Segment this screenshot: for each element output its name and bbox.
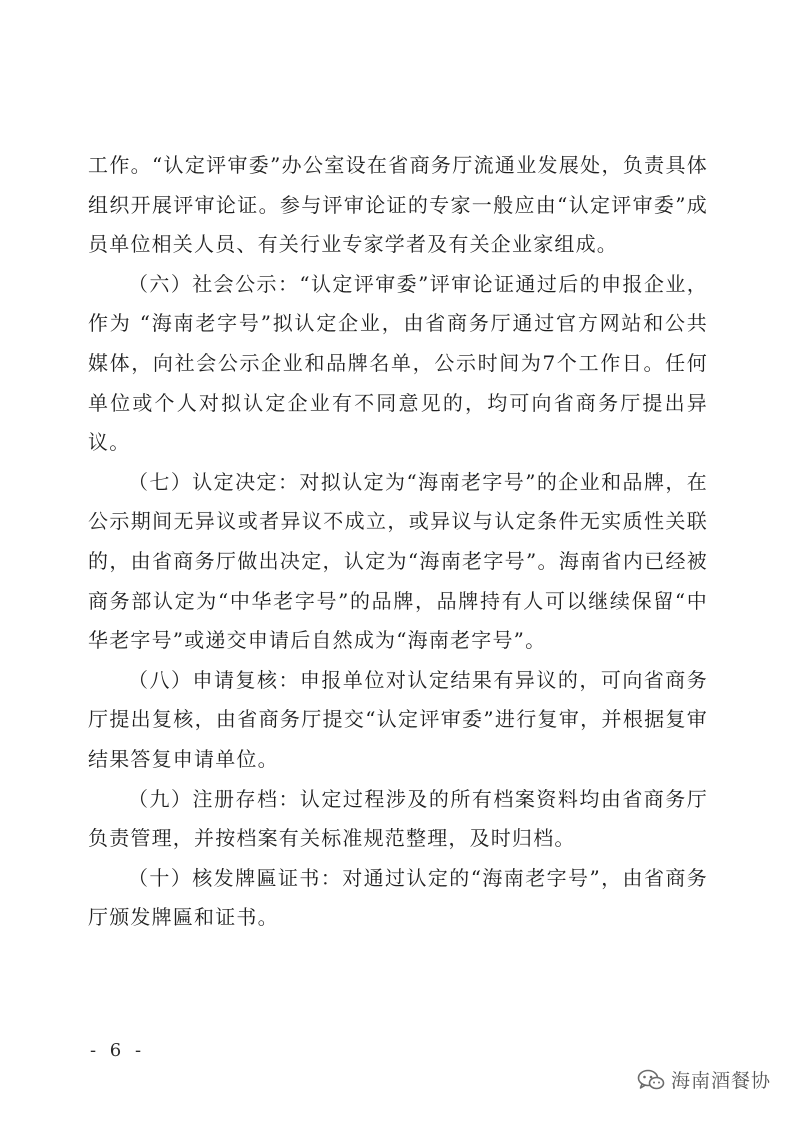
document-body [88,146,708,938]
paragraph-intro: 工作。“认定评审委”办公室设在省商务厅流通业发展处，负责具体组织开展评审论证。参与评审论证的专家一般应由“认定评审委”成员单位相关人员、有关行业专家学者及有关企业家组成。 [88,153,708,257]
page-number: - 6 - [90,1040,146,1061]
watermark [637,1066,771,1093]
paragraph-archive: （九）注册存档：认定过程涉及的所有档案资料均由省商务厅负责管理，并按档案有关标准规范整理，及时归档。 [88,786,708,851]
paragraph-review: （八）申请复核：申报单位对认定结果有异议的，可向省商务厅提出复核，由省商务厅提交“认定评审委”进行复审，并根据复审结果答复申请单位。 [88,667,708,771]
paragraph-public-notice: （六）社会公示：“认定评审委”评审论证通过后的申报企业，作为 “海南老字号”拟认定企业，由省商务厅通过官方网站和公共媒体，向社会公示企业和品牌名单，公示时间为7个工作日。任何单位或个人对拟认定企业有不同意见的，均可向省商务厅提出异议。 [88,271,708,455]
paragraph-certificate: （十）核发牌匾证书：对通过认定的“海南老字号”，由省商务厅颁发牌匾和证书。 [88,865,708,930]
watermark-text: 海南酒餐协 [670,1070,771,1092]
wechat-icon [637,1069,665,1091]
paragraph-decision: （七）认定决定：对拟认定为“海南老字号”的企业和品牌，在公示期间无异议或者异议不成立，或异议与认定条件无实质性关联的，由省商务厅做出决定，认定为“海南老字号”。海南省内已经被商务部认定为“中华老字号”的品牌，品牌持有人可以继续保留“中华老字号”或递交申请后自然成为“海南老字号”。 [88,469,708,653]
